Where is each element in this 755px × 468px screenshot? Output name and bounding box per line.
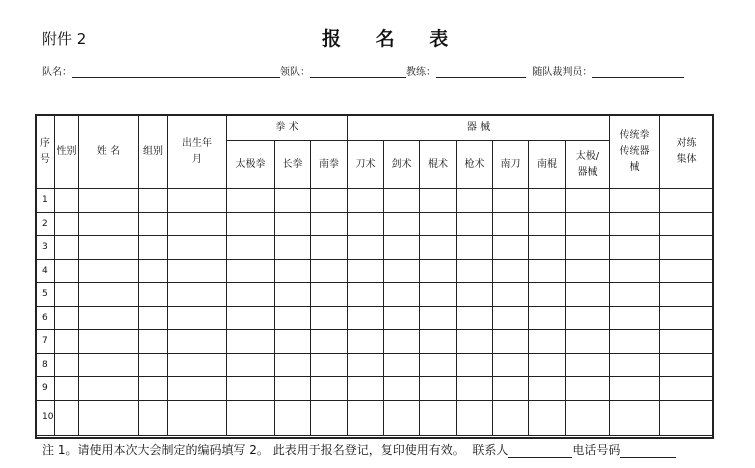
entry-cell[interactable] (660, 236, 714, 260)
header-jianshu: 剑术 (384, 141, 420, 189)
entry-cell[interactable] (457, 283, 493, 307)
entry-cell[interactable] (529, 189, 566, 213)
entry-cell[interactable] (168, 377, 227, 401)
entry-cell[interactable] (610, 353, 660, 377)
entry-cell[interactable] (168, 259, 227, 283)
table-row (36, 236, 714, 260)
entry-cell[interactable] (384, 283, 420, 307)
entry-cell[interactable] (139, 353, 168, 377)
entry-cell[interactable] (660, 400, 714, 435)
entry-cell[interactable] (79, 377, 139, 401)
entry-cell[interactable] (493, 212, 529, 236)
table-row (36, 259, 714, 283)
entry-cell[interactable] (493, 330, 529, 354)
entry-cell[interactable] (79, 236, 139, 260)
entry-cell[interactable] (139, 306, 168, 330)
entry-cell[interactable] (275, 283, 311, 307)
coach-field[interactable] (436, 67, 526, 78)
header-group: 组别 (139, 115, 168, 189)
row-index: 5 (36, 283, 55, 307)
contact-field[interactable] (508, 445, 572, 458)
coach-label: 教练： (406, 67, 436, 78)
entry-cell[interactable] (227, 189, 275, 213)
entry-cell[interactable] (168, 306, 227, 330)
entry-cell[interactable] (311, 330, 348, 354)
entry-cell[interactable] (610, 212, 660, 236)
header-taiji-weapon: 太极/器械 (566, 141, 610, 189)
entry-cell[interactable] (55, 236, 79, 260)
entry-cell[interactable] (348, 283, 384, 307)
entry-cell[interactable] (384, 400, 420, 435)
entry-cell[interactable] (420, 400, 457, 435)
entry-cell[interactable] (566, 330, 610, 354)
entry-cell[interactable] (79, 212, 139, 236)
row-index: 1 (36, 189, 55, 213)
entry-cell[interactable] (168, 330, 227, 354)
entry-cell[interactable] (384, 306, 420, 330)
entry-cell[interactable] (168, 400, 227, 435)
entry-cell[interactable] (493, 236, 529, 260)
header-nangun: 南棍 (529, 141, 566, 189)
entry-cell[interactable] (457, 236, 493, 260)
entry-cell[interactable] (420, 236, 457, 260)
entry-cell[interactable] (139, 189, 168, 213)
entry-cell[interactable] (610, 189, 660, 213)
row-index: 4 (36, 259, 55, 283)
entry-cell[interactable] (348, 353, 384, 377)
entry-cell[interactable] (139, 212, 168, 236)
entry-cell[interactable] (311, 353, 348, 377)
header-group-weapon: 器 械 (348, 115, 610, 141)
entry-cell[interactable] (168, 212, 227, 236)
entry-cell[interactable] (493, 259, 529, 283)
entry-cell[interactable] (55, 189, 79, 213)
registration-table (35, 114, 714, 436)
header-group-fist: 拳 术 (227, 115, 348, 141)
entry-cell[interactable] (139, 377, 168, 401)
entry-cell[interactable] (660, 189, 714, 213)
entry-cell[interactable] (348, 259, 384, 283)
entry-cell[interactable] (55, 306, 79, 330)
entry-cell[interactable] (420, 330, 457, 354)
header-traditional: 传统拳传统器械 (610, 115, 660, 189)
entry-cell[interactable] (660, 212, 714, 236)
table-row (36, 353, 714, 377)
entry-cell[interactable] (384, 353, 420, 377)
phone-label: 电话号码 (572, 443, 621, 457)
entry-cell[interactable] (384, 330, 420, 354)
entry-cell[interactable] (275, 259, 311, 283)
table-row (36, 212, 714, 236)
entry-cell[interactable] (79, 259, 139, 283)
entry-cell[interactable] (139, 400, 168, 435)
entry-cell[interactable] (275, 212, 311, 236)
entry-cell[interactable] (311, 259, 348, 283)
entry-cell[interactable] (139, 283, 168, 307)
entry-cell[interactable] (79, 400, 139, 435)
entry-cell[interactable] (529, 236, 566, 260)
entry-cell[interactable] (660, 353, 714, 377)
entry-cell[interactable] (529, 377, 566, 401)
table-row (36, 400, 714, 435)
entry-cell[interactable] (227, 306, 275, 330)
entry-cell[interactable] (311, 189, 348, 213)
header-duel: 对练集体 (660, 115, 714, 189)
entry-cell[interactable] (566, 377, 610, 401)
entry-cell[interactable] (420, 283, 457, 307)
entry-cell[interactable] (610, 259, 660, 283)
entry-cell[interactable] (610, 330, 660, 354)
entry-cell[interactable] (457, 353, 493, 377)
entry-cell[interactable] (457, 189, 493, 213)
entry-cell[interactable] (384, 377, 420, 401)
table-row (36, 306, 714, 330)
entry-cell[interactable] (275, 236, 311, 260)
entry-cell[interactable] (79, 283, 139, 307)
row-index: 8 (36, 353, 55, 377)
entry-cell[interactable] (420, 212, 457, 236)
form-title: 报 名 表 (322, 28, 463, 50)
entry-cell[interactable] (529, 400, 566, 435)
entry-cell[interactable] (168, 189, 227, 213)
entry-cell[interactable] (79, 353, 139, 377)
row-index: 10 (36, 400, 55, 435)
entry-cell[interactable] (660, 377, 714, 401)
entry-cell[interactable] (529, 353, 566, 377)
header-birth: 出生年月 (168, 115, 227, 189)
entry-cell[interactable] (610, 236, 660, 260)
entry-cell[interactable] (384, 212, 420, 236)
entry-cell[interactable] (660, 306, 714, 330)
team-field[interactable] (72, 67, 280, 78)
header-taiji: 太极拳 (227, 141, 275, 189)
entry-cell[interactable] (529, 283, 566, 307)
entry-cell[interactable] (348, 330, 384, 354)
entry-cell[interactable] (457, 306, 493, 330)
entry-cell[interactable] (79, 306, 139, 330)
entry-cell[interactable] (529, 259, 566, 283)
entry-cell[interactable] (348, 400, 384, 435)
entry-cell[interactable] (457, 377, 493, 401)
attachment-label: 附件 2 (42, 30, 87, 48)
entry-cell[interactable] (139, 236, 168, 260)
entry-cell[interactable] (227, 400, 275, 435)
entry-cell[interactable] (566, 353, 610, 377)
entry-cell[interactable] (660, 259, 714, 283)
entry-cell[interactable] (529, 212, 566, 236)
entry-cell[interactable] (168, 283, 227, 307)
entry-cell[interactable] (566, 212, 610, 236)
entry-cell[interactable] (79, 330, 139, 354)
entry-cell[interactable] (168, 236, 227, 260)
entry-cell[interactable] (348, 377, 384, 401)
entry-cell[interactable] (493, 377, 529, 401)
entry-cell[interactable] (275, 306, 311, 330)
row-index: 2 (36, 212, 55, 236)
leader-label: 领队： (280, 67, 310, 78)
entry-cell[interactable] (457, 330, 493, 354)
entry-cell[interactable] (275, 330, 311, 354)
contact-label: 联系人 (472, 443, 509, 457)
entry-cell[interactable] (384, 259, 420, 283)
entry-cell[interactable] (55, 259, 79, 283)
entry-cell[interactable] (55, 400, 79, 435)
entry-cell[interactable] (227, 353, 275, 377)
entry-cell[interactable] (493, 306, 529, 330)
table-row (36, 283, 714, 307)
entry-cell[interactable] (660, 330, 714, 354)
entry-cell[interactable] (420, 189, 457, 213)
header-nandao: 南刀 (493, 141, 529, 189)
header-nanquan: 南拳 (311, 141, 348, 189)
entry-cell[interactable] (610, 306, 660, 330)
entry-cell[interactable] (610, 283, 660, 307)
entry-cell[interactable] (566, 306, 610, 330)
entry-cell[interactable] (55, 212, 79, 236)
entry-cell[interactable] (275, 377, 311, 401)
entry-cell[interactable] (610, 400, 660, 435)
entry-cell[interactable] (566, 283, 610, 307)
entry-cell[interactable] (566, 259, 610, 283)
entry-cell[interactable] (55, 330, 79, 354)
entry-cell[interactable] (384, 236, 420, 260)
row-index: 7 (36, 330, 55, 354)
leader-field[interactable] (310, 67, 406, 78)
footnote (42, 441, 676, 458)
entry-cell[interactable] (139, 259, 168, 283)
referee-field[interactable] (592, 67, 684, 78)
entry-cell[interactable] (566, 236, 610, 260)
entry-cell[interactable] (79, 189, 139, 213)
entry-cell[interactable] (227, 259, 275, 283)
entry-cell[interactable] (311, 377, 348, 401)
table-row (36, 330, 714, 354)
entry-cell[interactable] (311, 283, 348, 307)
entry-cell[interactable] (420, 259, 457, 283)
entry-cell[interactable] (348, 306, 384, 330)
header-daoshu: 刀术 (348, 141, 384, 189)
entry-cell[interactable] (348, 189, 384, 213)
header-index: 序号 (36, 115, 55, 189)
entry-cell[interactable] (348, 236, 384, 260)
entry-cell[interactable] (227, 236, 275, 260)
table-row (36, 189, 714, 213)
entry-cell[interactable] (55, 377, 79, 401)
entry-cell[interactable] (55, 283, 79, 307)
entry-cell[interactable] (311, 306, 348, 330)
entry-cell[interactable] (420, 377, 457, 401)
entry-cell[interactable] (529, 306, 566, 330)
header-qiangshu: 枪术 (457, 141, 493, 189)
entry-cell[interactable] (275, 189, 311, 213)
entry-cell[interactable] (227, 212, 275, 236)
entry-cell[interactable] (493, 353, 529, 377)
entry-cell[interactable] (566, 189, 610, 213)
header-changquan: 长拳 (275, 141, 311, 189)
entry-cell[interactable] (55, 353, 79, 377)
entry-cell[interactable] (457, 400, 493, 435)
team-label: 队名： (42, 67, 72, 78)
entry-cell[interactable] (610, 377, 660, 401)
entry-cell[interactable] (493, 400, 529, 435)
header-name: 姓 名 (79, 115, 139, 189)
header-gender: 性别 (55, 115, 79, 189)
entry-cell[interactable] (227, 330, 275, 354)
row-index: 3 (36, 236, 55, 260)
entry-cell[interactable] (311, 400, 348, 435)
phone-field[interactable] (620, 445, 676, 458)
referee-label: 随队裁判员： (532, 67, 593, 78)
entry-cell[interactable] (566, 400, 610, 435)
entry-cell[interactable] (660, 283, 714, 307)
entry-cell[interactable] (227, 377, 275, 401)
entry-cell[interactable] (139, 330, 168, 354)
entry-cell[interactable] (493, 189, 529, 213)
entry-cell[interactable] (529, 330, 566, 354)
entry-cell[interactable] (275, 353, 311, 377)
entry-cell[interactable] (420, 353, 457, 377)
entry-cell[interactable] (227, 283, 275, 307)
entry-cell[interactable] (275, 400, 311, 435)
entry-cell[interactable] (457, 212, 493, 236)
entry-cell[interactable] (348, 212, 384, 236)
row-index: 6 (36, 306, 55, 330)
row-index: 9 (36, 377, 55, 401)
entry-cell[interactable] (493, 283, 529, 307)
entry-cell[interactable] (384, 189, 420, 213)
footnote-text: 注 1。请使用本次大会制定的编码填写 2。 此表用于报名登记，复印使用有效。 (42, 443, 465, 457)
entry-cell[interactable] (311, 236, 348, 260)
table-row (36, 377, 714, 401)
info-row (42, 63, 684, 78)
entry-cell[interactable] (420, 306, 457, 330)
entry-cell[interactable] (457, 259, 493, 283)
entry-cell[interactable] (311, 212, 348, 236)
header-gunshu: 棍术 (420, 141, 457, 189)
entry-cell[interactable] (168, 353, 227, 377)
